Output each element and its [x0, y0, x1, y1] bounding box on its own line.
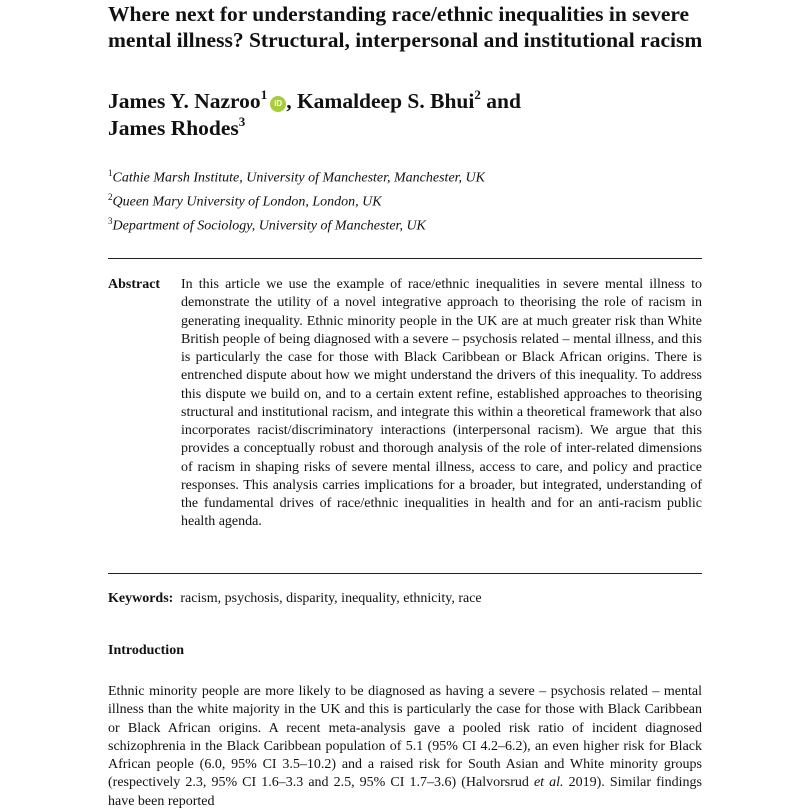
abstract-bottom-divider — [108, 573, 702, 574]
affiliation — [108, 212, 708, 236]
author-affil-sup: 1 — [260, 86, 268, 102]
introduction-paragraph — [108, 683, 702, 811]
author-name: James Y. Nazroo — [108, 89, 261, 113]
article-title: Where next for understanding race/ethnic inequalities in severe mental illness? Structural, interpersonal and institutional racism — [108, 2, 703, 52]
paragraph-citation-em: et al. — [533, 775, 564, 791]
keywords — [108, 590, 702, 608]
author-separator: , — [286, 89, 297, 113]
affiliation-text: Cathie Marsh Institute, University of Manchester, Manchester, UK — [112, 170, 486, 186]
affiliation — [108, 188, 708, 212]
abstract-top-divider — [108, 258, 702, 259]
author-name: Kamaldeep S. Bhui — [296, 89, 475, 113]
keywords-label: Keywords: — [108, 591, 174, 606]
affiliation-sup: 1 — [108, 168, 113, 178]
author-affil-sup: 3 — [238, 113, 246, 129]
affiliation-sup: 2 — [108, 192, 113, 203]
affiliation-sup: 3 — [108, 216, 113, 227]
author — [108, 113, 246, 140]
author — [108, 86, 297, 113]
abstract-text: In this article we use the example of race/ethnic inequalities in severe mental illness to demonstrate the utility of a novel integrative approach to theorising the role of racism in generating inequality. Ethnic minority people in the UK are at much greater risk than White British people of being diagnosed with a severe – psychosis related – mental illness, and this is particularly the case for those with Black Caribbean or Black African origins. There is entrenched dispute about how we might understand the drivers of this inequality. To address this dispute we build on, and to a certain extent refine, established approaches to theorising structural and institutional racism, and integrate this within a theoretical framework that also incorporates racist/discriminatory interactions (interpersonal racism). We argue that this provides a conceptually robust and thorough analysis of the role of inter-related dimensions of racism in shaping risks of severe mental illness, access to care, and policy and practice responses. This analysis carries implications for a broader, but integrated, understanding of the fundamental drives of race/ethnic inequalities in health and for an anti-racism public health agenda. — [181, 277, 702, 530]
author — [296, 86, 521, 113]
affiliation-text: Queen Mary University of London, London, UK — [112, 194, 382, 210]
paragraph-text: Ethnic minority people are more likely to be diagnosed as having a severe – psychosis related – mental illness than the white majority in the UK and this is particularly the case for those with Black Caribbean or Black African origins. A recent meta-analysis gave a pooled risk ratio of incident diagnosed schizophrenia in the Black Caribbean population of 5.1 (95% CI 4.2–6.2), an even higher risk for Black African people (6.0, 95% CI 3.5–10.2) and a raised risk for South Asian and White minority groups (respectively 2.3, 95% CI 1.6–3.3 and 2.5, 95% CI 1.7–3.6) (Halvorsrud — [108, 684, 702, 791]
abstract-label: Abstract — [108, 277, 161, 292]
author-affil-sup: 2 — [474, 86, 481, 102]
affiliation-list — [108, 164, 708, 236]
keywords-text: racism, psychosis, disparity, inequality, ethnicity, race — [180, 591, 482, 606]
affiliation-text: Department of Sociology, University of Manchester, UK — [112, 218, 426, 234]
paragraph-text-continued: 2019). Similar findings have been reported — [108, 775, 703, 809]
author-name: James Rhodes — [108, 116, 239, 140]
orcid-icon[interactable]: iD — [270, 96, 286, 112]
affiliation — [108, 164, 708, 188]
author-list — [108, 88, 748, 142]
section-heading-introduction: Introduction — [108, 643, 184, 658]
author-separator: and — [480, 89, 521, 113]
